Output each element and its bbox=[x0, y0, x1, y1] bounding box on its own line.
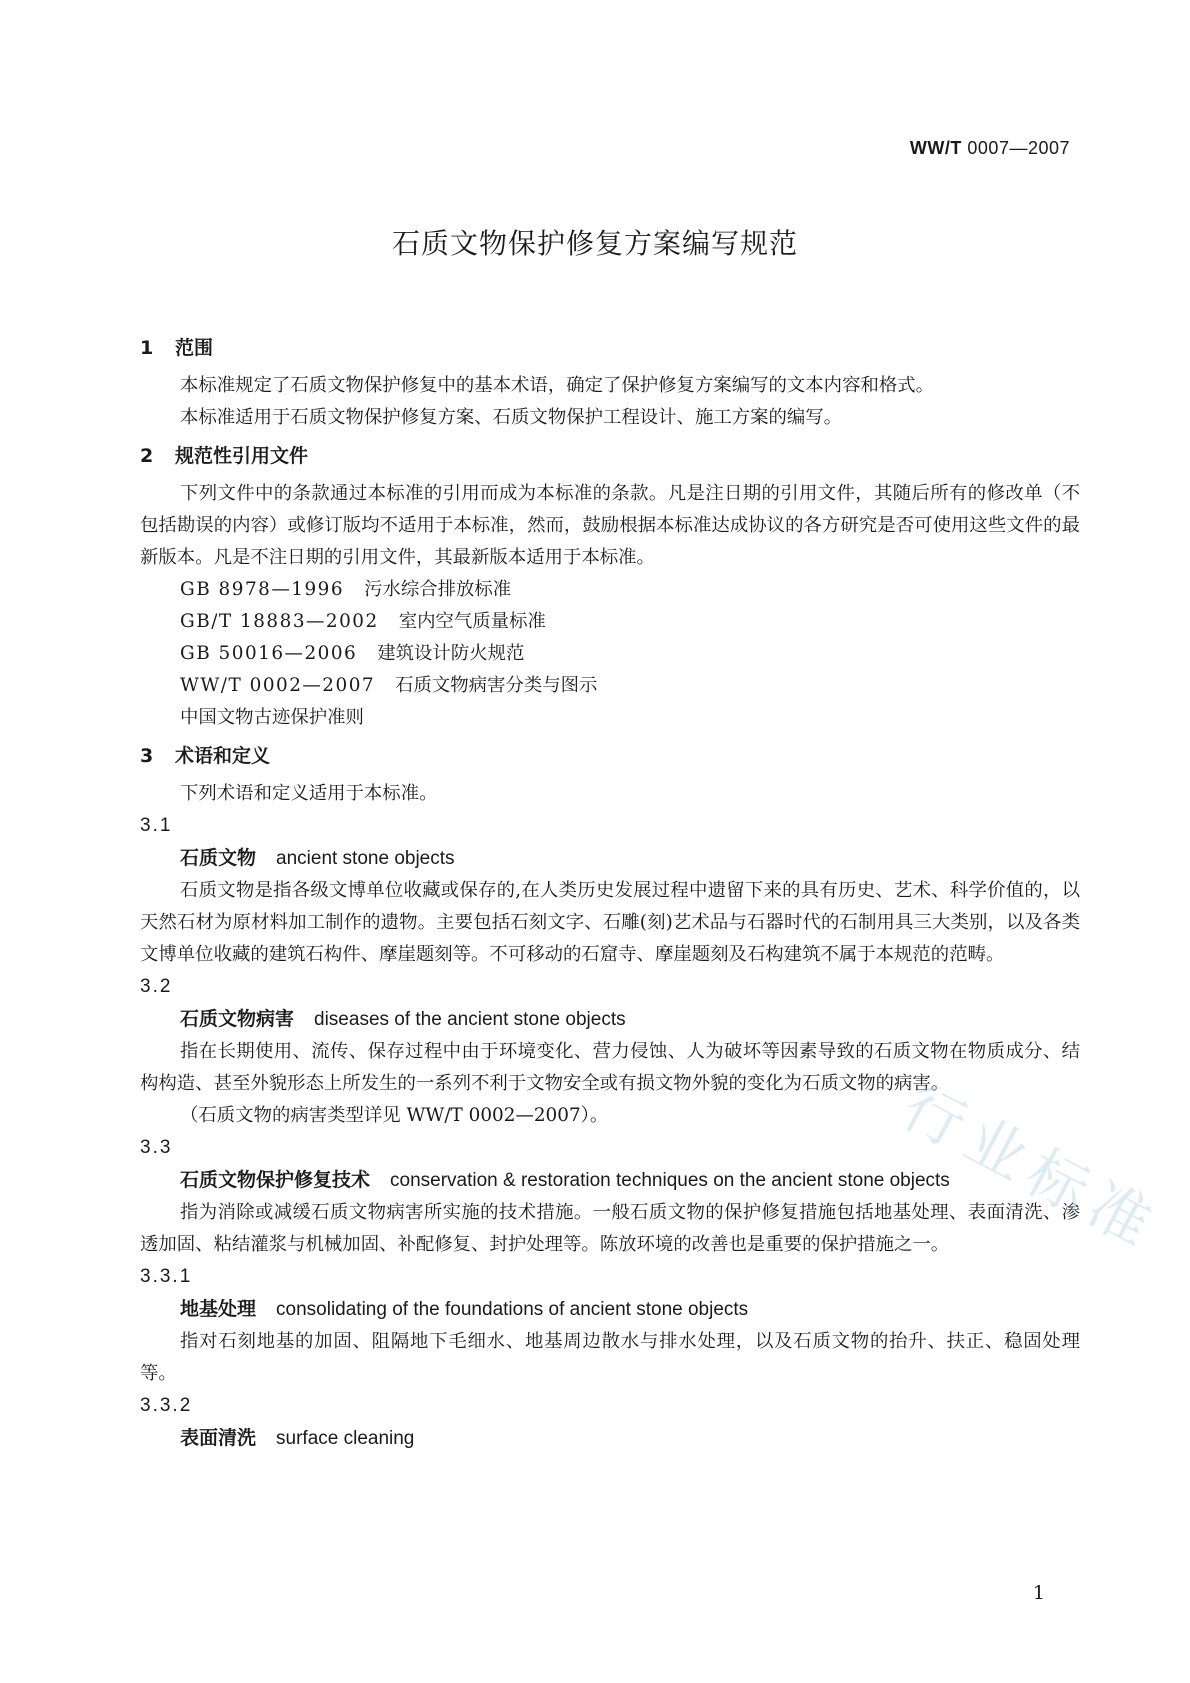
reference-title: 室内空气质量标准 bbox=[398, 611, 546, 632]
term-definition: 指在长期使用、流传、保存过程中由于环境变化、营力侵蚀、人为破坏等因素导致的石质文物在物质成分、结构构造、甚至外貌形态上所发生的一系列不利于文物安全或有损文物外貌的变化为石质文物的病害。 bbox=[140, 1041, 1080, 1094]
reference-item bbox=[140, 670, 1080, 702]
clause-number: 3.3 bbox=[140, 1137, 173, 1158]
term-note: （石质文物的病害类型详见 WW/T 0002—2007）。 bbox=[180, 1105, 609, 1126]
clause-number: 3.2 bbox=[140, 976, 173, 997]
standard-code-prefix: WW/T bbox=[909, 138, 962, 158]
standard-code bbox=[910, 138, 1070, 159]
terms-intro-paragraph: 下列术语和定义适用于本标准。 bbox=[180, 783, 438, 804]
reference-code: GB 8978—1996 bbox=[180, 579, 345, 600]
term-definition: 石质文物是指各级文博单位收藏或保存的,在人类历史发展过程中遗留下来的具有历史、艺术、科学价值的，以天然石材为原材料加工制作的遗物。主要包括石刻文字、石雕(刻)艺术品与石器时代的石制用具三大类别，以及各类文博单位收藏的建筑石构件、摩崖题刻等。不可移动的石窟寺、摩崖题刻及石构建筑不属于本规范的范畴。 bbox=[140, 880, 1080, 965]
term-english: ancient stone objects bbox=[276, 848, 455, 869]
reference-title: 石质文物病害分类与图示 bbox=[395, 675, 598, 696]
scope-paragraph-1: 本标准规定了石质文物保护修复中的基本术语，确定了保护修复方案编写的文本内容和格式。 bbox=[180, 375, 935, 396]
section-number: 2 bbox=[140, 445, 154, 467]
reference-item bbox=[140, 606, 1080, 638]
term-entry bbox=[140, 1003, 1080, 1036]
term-definition: 指对石刻地基的加固、阻隔地下毛细水、地基周边散水与排水处理，以及石质文物的抬升、扶正、稳固处理等。 bbox=[140, 1331, 1080, 1384]
term-definition: 指为消除或减缓石质文物病害所实施的技术措施。一般石质文物的保护修复措施包括地基处理、表面清洗、渗透加固、粘结灌浆与机械加固、补配修复、封护处理等。陈放环境的改善也是重要的保护措施之一。 bbox=[140, 1202, 1080, 1255]
scope-paragraph-2: 本标准适用于石质文物保护修复方案、石质文物保护工程设计、施工方案的编写。 bbox=[180, 407, 843, 428]
clause-number: 3.3.1 bbox=[140, 1266, 193, 1287]
term-chinese: 表面清洗 bbox=[180, 1427, 257, 1449]
clause-number: 3.3.2 bbox=[140, 1395, 193, 1416]
section-title: 规范性引用文件 bbox=[175, 445, 309, 467]
reference-title: 污水综合排放标准 bbox=[364, 579, 512, 600]
reference-item bbox=[140, 638, 1080, 670]
term-english: surface cleaning bbox=[276, 1428, 415, 1449]
standard-code-number: 0007—2007 bbox=[961, 138, 1070, 158]
term-english: diseases of the ancient stone objects bbox=[314, 1009, 626, 1030]
term-entry bbox=[140, 1164, 1080, 1197]
section-title: 范围 bbox=[175, 337, 214, 359]
document-body bbox=[140, 326, 1080, 1455]
reference-code: GB/T 18883—2002 bbox=[180, 611, 379, 632]
reference-code: WW/T 0002—2007 bbox=[180, 675, 376, 696]
references-intro-paragraph: 下列文件中的条款通过本标准的引用而成为本标准的条款。凡是注日期的引用文件，其随后所有的修改单（不包括勘误的内容）或修订版均不适用于本标准，然而，鼓励根据本标准达成协议的各方研究是否可使用这些文件的最新版本。凡是不注日期的引用文件，其最新版本适用于本标准。 bbox=[140, 483, 1080, 568]
section-number: 1 bbox=[140, 337, 154, 359]
document-title: 石质文物保护修复方案编写规范 bbox=[391, 227, 798, 260]
section-heading-scope bbox=[140, 332, 1080, 364]
term-chinese: 石质文物病害 bbox=[180, 1008, 295, 1030]
section-heading-terms-definitions bbox=[140, 740, 1080, 772]
section-heading-normative-references bbox=[140, 440, 1080, 472]
section-title: 术语和定义 bbox=[175, 745, 271, 767]
clause-number: 3.1 bbox=[140, 815, 173, 836]
reference-item bbox=[140, 574, 1080, 606]
term-entry bbox=[140, 1293, 1080, 1326]
reference-title: 中国文物古迹保护准则 bbox=[180, 707, 364, 728]
term-chinese: 石质文物 bbox=[180, 847, 257, 869]
watermark: 行业标准 bbox=[891, 1071, 1172, 1265]
page-number: 1 bbox=[1032, 1582, 1045, 1604]
reference-item bbox=[140, 702, 1080, 734]
reference-code: GB 50016—2006 bbox=[180, 643, 358, 664]
term-chinese: 地基处理 bbox=[180, 1298, 257, 1320]
term-english: conservation & restoration techniques on the ancient stone objects bbox=[390, 1170, 950, 1191]
term-chinese: 石质文物保护修复技术 bbox=[180, 1169, 371, 1191]
term-english: consolidating of the foundations of ancient stone objects bbox=[276, 1299, 749, 1320]
term-entry bbox=[140, 1422, 1080, 1455]
section-number: 3 bbox=[140, 745, 154, 767]
reference-title: 建筑设计防火规范 bbox=[377, 643, 525, 664]
term-entry bbox=[140, 842, 1080, 875]
